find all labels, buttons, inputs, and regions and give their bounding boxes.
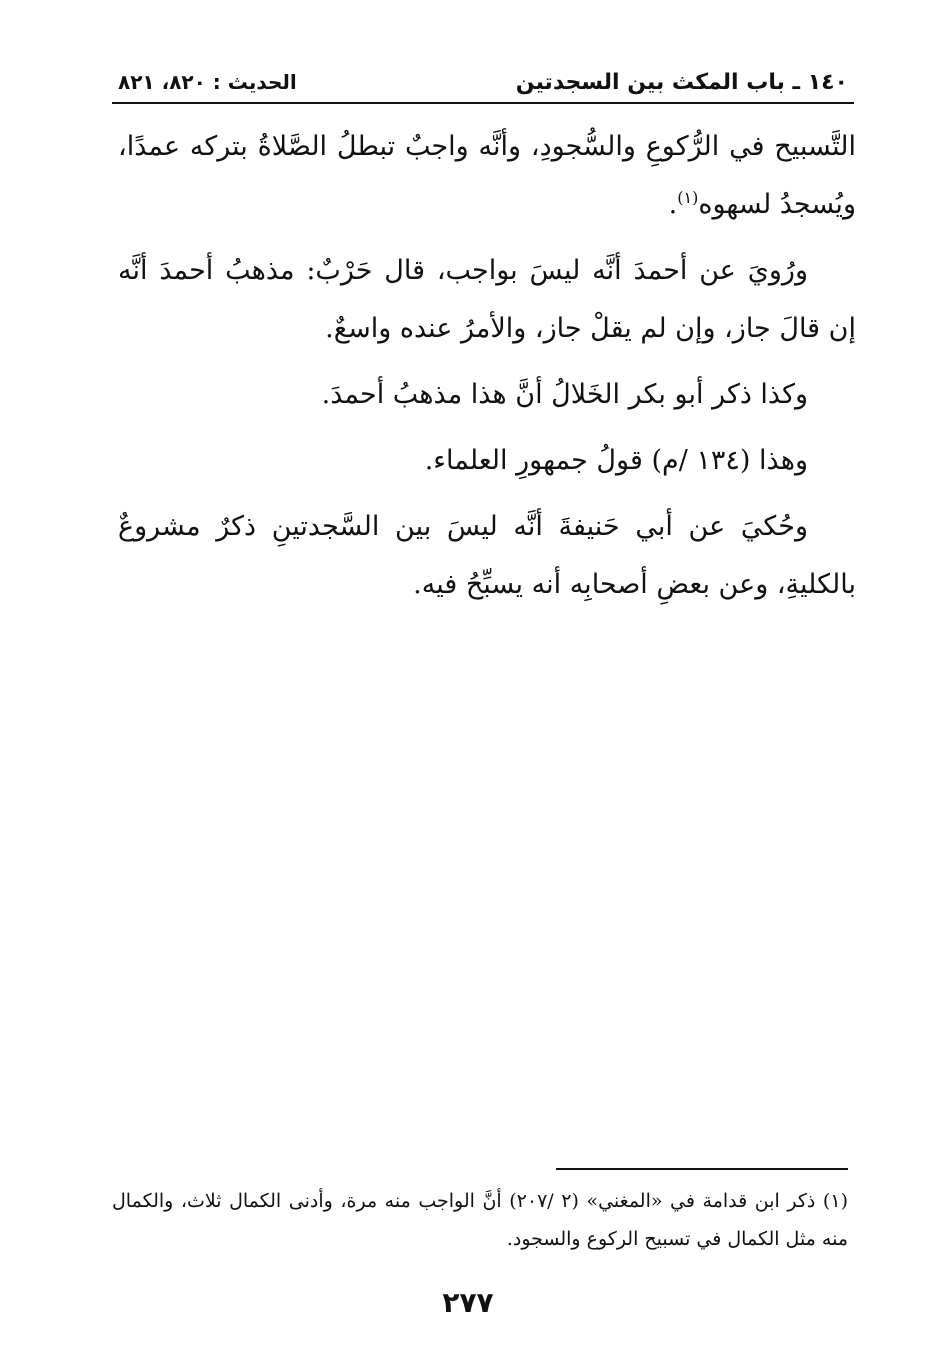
footnote-divider xyxy=(556,1168,848,1170)
paragraph-5: وحُكيَ عن أبي حَنيفةَ أنَّه ليسَ بين السَّجدتينِ ذكرٌ مشروعٌ بالكليةِ، وعن بعضِ أصحابِه أنه يسبِّحُ فيه. xyxy=(118,511,856,600)
paragraph-4: وهذا (١٣٤ /م) قولُ جمهورِ العلماء. xyxy=(424,445,808,476)
chapter-title: ١٤٠ ـ باب المكث بين السجدتين xyxy=(515,70,848,95)
main-text xyxy=(118,118,856,622)
paragraph-1 xyxy=(118,118,856,234)
paragraph-1-end: . xyxy=(668,189,678,220)
footnote-text: (١) ذكر ابن قدامة في «المغني» (٢ /٢٠٧) أنَّ الواجب منه مرة، وأدنى الكمال ثلاث، والكمال منه مثل الكمال في تسبيح الركوع والسجود. xyxy=(112,1190,848,1250)
hadith-reference: الحديث : ٨٢٠، ٨٢١ xyxy=(118,70,297,94)
page-number: ٢٧٧ xyxy=(442,1286,494,1319)
paragraph-3: وكذا ذكر أبو بكر الخَلالُ أنَّ هذا مذهبُ أحمدَ. xyxy=(321,379,808,410)
paragraph-2: ورُويَ عن أحمدَ أنَّه ليسَ بواجب، قال حَرْبٌ: مذهبُ أحمدَ أنَّه إن قالَ جاز، وإن لم يقلْ جاز، والأمرُ عنده واسعٌ. xyxy=(118,255,856,344)
footnote xyxy=(112,1182,848,1258)
running-header xyxy=(112,66,854,102)
footnote-marker: (١) xyxy=(677,188,699,207)
paragraph-1-text: التَّسبيح في الرُّكوعِ والسُّجودِ، وأنَّه واجبٌ تبطلُ الصَّلاةُ بتركه عمدًا، ويُسجدُ لسهوه xyxy=(118,131,856,220)
header-divider xyxy=(112,102,854,104)
